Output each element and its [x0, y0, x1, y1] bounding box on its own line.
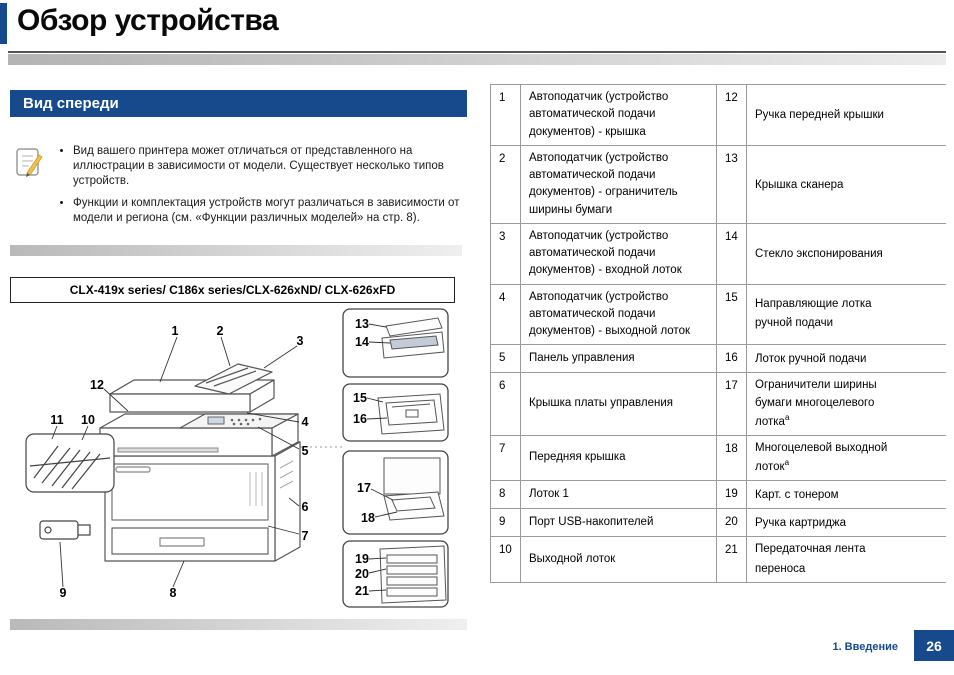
part-number-cell: 9	[491, 509, 521, 537]
part-number-cell: 8	[491, 481, 521, 509]
part-desc-cell	[521, 345, 717, 373]
part-desc-cell	[521, 435, 717, 480]
part-desc-cell	[521, 509, 717, 537]
table-row	[491, 284, 946, 345]
table-row	[491, 435, 946, 480]
part-number-cell: 21	[717, 537, 747, 582]
table-row	[491, 85, 946, 146]
part-desc-cell	[747, 435, 946, 480]
part-desc-cell	[521, 223, 717, 284]
callout-17: 17	[357, 480, 371, 495]
part-desc-cell	[747, 373, 946, 436]
note-list	[60, 144, 462, 226]
part-desc-cell	[747, 223, 946, 284]
inset-multipurpose-tray	[384, 458, 444, 520]
table-row	[491, 373, 946, 436]
inset-toner-cartridges	[380, 546, 446, 603]
part-number-cell: 6	[491, 373, 521, 436]
callout-12: 12	[90, 377, 104, 392]
part-desc: Ограничители ширины бумаги многоцелевого лотка	[755, 379, 877, 428]
note-icon	[14, 146, 44, 178]
callout-15: 15	[353, 390, 367, 405]
part-desc: Автоподатчик (устройство автоматической подачи документов) - выходной лоток	[529, 290, 690, 337]
usb-drive-sketch	[40, 521, 90, 539]
part-desc: Лоток ручной подачи	[755, 353, 867, 366]
callout-21: 21	[355, 583, 369, 598]
footer-chapter: 1. Введение	[832, 641, 898, 653]
title-divider	[8, 51, 946, 53]
callout-3: 3	[296, 333, 304, 348]
part-number-cell: 14	[717, 223, 747, 284]
part-desc-cell	[747, 85, 946, 146]
part-desc-cell	[521, 537, 717, 582]
part-desc: Лоток 1	[529, 488, 569, 501]
part-desc-cell	[747, 509, 946, 537]
callout-1: 1	[171, 323, 179, 338]
part-number-cell: 16	[717, 345, 747, 373]
callout-6: 6	[301, 499, 309, 514]
printer-body-drawing	[100, 364, 300, 561]
table-row	[491, 145, 946, 223]
part-desc-cell	[747, 481, 946, 509]
part-number-cell: 1	[491, 85, 521, 146]
part-number-cell: 15	[717, 284, 747, 345]
part-desc: Панель управления	[529, 352, 635, 365]
part-desc: Ручка передней крышки	[755, 109, 884, 122]
part-desc: Передаточная лента переноса	[755, 543, 866, 575]
part-desc: Многоцелевой выходной лоток	[755, 441, 888, 473]
callout-7: 7	[301, 528, 309, 543]
part-number-cell: 4	[491, 284, 521, 345]
part-desc: Карт. с тонером	[755, 489, 839, 502]
front-view-diagram	[10, 306, 470, 612]
callout-19: 19	[355, 551, 369, 566]
output-tray-closeup	[26, 434, 114, 492]
callout-8: 8	[169, 585, 177, 600]
table-row	[491, 509, 946, 537]
parts-table	[490, 84, 946, 583]
callout-11: 11	[50, 412, 64, 427]
part-desc-cell	[521, 373, 717, 436]
model-series-label: CLX-419x series/ C186x series/CLX-626xND/ CLX-626xFD	[10, 277, 455, 303]
callout-2: 2	[216, 323, 224, 338]
part-desc: Автоподатчик (устройство автоматической подачи документов) - крышка	[529, 91, 669, 138]
page-number-badge: 26	[914, 630, 954, 661]
part-desc-cell	[521, 145, 717, 223]
part-number-cell: 17	[717, 373, 747, 436]
note-bullet: • Функции и комплектация устройств могут различаться в зависимости от модели и региона (см. «Функции различных моделей» на стр. 8).	[73, 196, 462, 226]
part-number-cell: 10	[491, 537, 521, 582]
title-accent-bar	[0, 3, 7, 44]
part-number-cell: 3	[491, 223, 521, 284]
part-desc: Автоподатчик (устройство автоматической подачи документов) - входной лоток	[529, 229, 682, 277]
part-desc: Направляющие лотка ручной подачи	[755, 298, 872, 330]
callout-10: 10	[81, 412, 95, 427]
part-desc-cell	[521, 284, 717, 345]
table-row	[491, 223, 946, 284]
part-number-cell: 12	[717, 85, 747, 146]
part-desc: Автоподатчик (устройство автоматической подачи документов) - ограничитель ширины бумаги	[529, 151, 678, 216]
part-desc: Выходной лоток	[529, 552, 616, 565]
separator-under-diagram	[10, 619, 467, 630]
part-number-cell: 7	[491, 435, 521, 480]
note-text	[60, 144, 462, 226]
callout-4: 4	[301, 414, 309, 429]
inset-manual-tray	[378, 394, 444, 434]
page-title: Обзор устройства	[17, 4, 279, 37]
title-shadow-band	[8, 54, 946, 65]
callout-20: 20	[355, 566, 369, 581]
part-desc: Порт USB-накопителей	[529, 516, 654, 529]
callout-13: 13	[355, 316, 369, 331]
footnote-marker: a	[784, 458, 790, 468]
table-row	[491, 481, 946, 509]
part-desc-cell	[521, 481, 717, 509]
table-row	[491, 537, 946, 582]
part-number-cell: 5	[491, 345, 521, 373]
callout-14: 14	[355, 334, 369, 349]
callout-9: 9	[59, 585, 67, 600]
part-desc-cell	[521, 85, 717, 146]
part-number-cell: 13	[717, 145, 747, 223]
table-row	[491, 345, 946, 373]
part-desc-cell	[747, 145, 946, 223]
part-number-cell: 20	[717, 509, 747, 537]
part-desc-cell	[747, 537, 946, 582]
part-desc: Стекло экспонирования	[755, 247, 883, 260]
callout-16: 16	[353, 411, 367, 426]
note-block	[10, 144, 462, 233]
part-desc: Крышка сканера	[755, 178, 844, 191]
part-desc: Ручка картриджа	[755, 517, 846, 530]
part-desc-cell	[747, 345, 946, 373]
printer-illustration	[10, 306, 470, 612]
part-number-cell: 19	[717, 481, 747, 509]
separator-under-notes	[10, 245, 462, 256]
part-number-cell: 18	[717, 435, 747, 480]
part-number-cell: 2	[491, 145, 521, 223]
footnote-marker: a	[784, 412, 790, 422]
part-desc: Крышка платы управления	[529, 397, 673, 410]
callout-5: 5	[301, 443, 309, 458]
part-desc-cell	[747, 284, 946, 345]
section-heading: Вид спереди	[10, 90, 467, 117]
part-desc: Передняя крышка	[529, 451, 626, 464]
note-bullet: • Вид вашего принтера может отличаться от представленного на иллюстрации в зависимости от модели. Существует несколько типов устройств.	[73, 144, 462, 189]
callout-18: 18	[361, 510, 375, 525]
